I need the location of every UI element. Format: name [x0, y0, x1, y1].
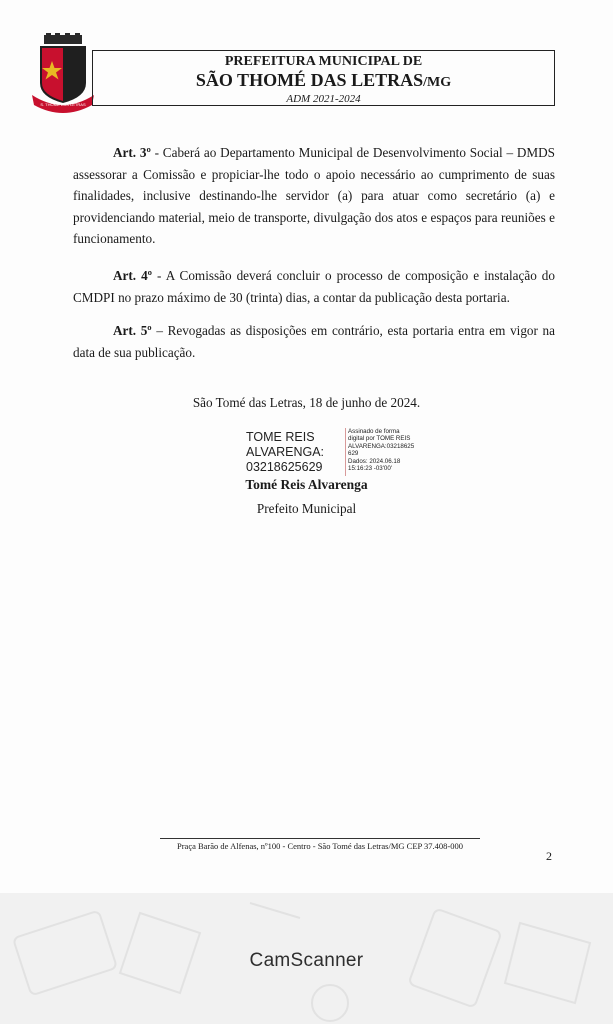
letterhead-line2: SÃO THOMÉ DAS LETRAS/MG: [195, 70, 452, 90]
date-line: São Tomé das Letras, 18 de junho de 2024.: [192, 395, 421, 410]
crest-banner-text: S. THOMÉ DAS LETRAS: [40, 102, 86, 107]
page-number: 2: [546, 849, 552, 863]
signature-details: Assinado de forma digital por TOME REIS ALVARENGA:03218625 629 Dados: 2024.06.18 15:16:23 -03'00': [348, 428, 415, 473]
article-5: Art. 5º – Revogadas as disposições em contrário, esta portaria entra em vigor na data de sua publicação.: [73, 323, 556, 360]
article-4: Art. 4º - A Comissão deverá concluir o processo de composição e instalação do CMDPI no prazo máximo de 30 (trinta) dias, a contar da publicação desta portaria.: [73, 268, 555, 305]
signature-divider: [345, 428, 346, 476]
signature-name: TOME REIS ALVARENGA: 03218625629: [246, 430, 325, 474]
municipal-crest-icon: [30, 33, 96, 113]
letterhead-line3: ADM 2021-2024: [286, 93, 361, 105]
signer-name: Tomé Reis Alvarenga: [245, 477, 368, 492]
digital-signature-block: [246, 428, 416, 478]
footer-address: Praça Barão de Alfenas, nº100 - Centro - São Tomé das Letras/MG CEP 37.408-000: [176, 841, 464, 851]
letterhead-line1: PREFEITURA MUNICIPAL DE: [224, 54, 423, 69]
footer-divider: [160, 838, 480, 839]
article-3: Art. 3º - Caberá ao Departamento Municipal de Desenvolvimento Social – DMDS assessorar a Comissão e propiciar-lhe todo o apoio necessário ao cumprimento de suas finalidades, inclusive destinando-lhe servidor (a) para atuar como secretário (a) e providenciando material, meio de transporte, divulgação dos atos e espaços para reuniões e funcionamento.: [73, 145, 555, 246]
letterhead-box: [92, 50, 555, 106]
camscanner-label: CamScanner: [249, 950, 364, 971]
signer-role: Prefeito Municipal: [256, 501, 357, 516]
